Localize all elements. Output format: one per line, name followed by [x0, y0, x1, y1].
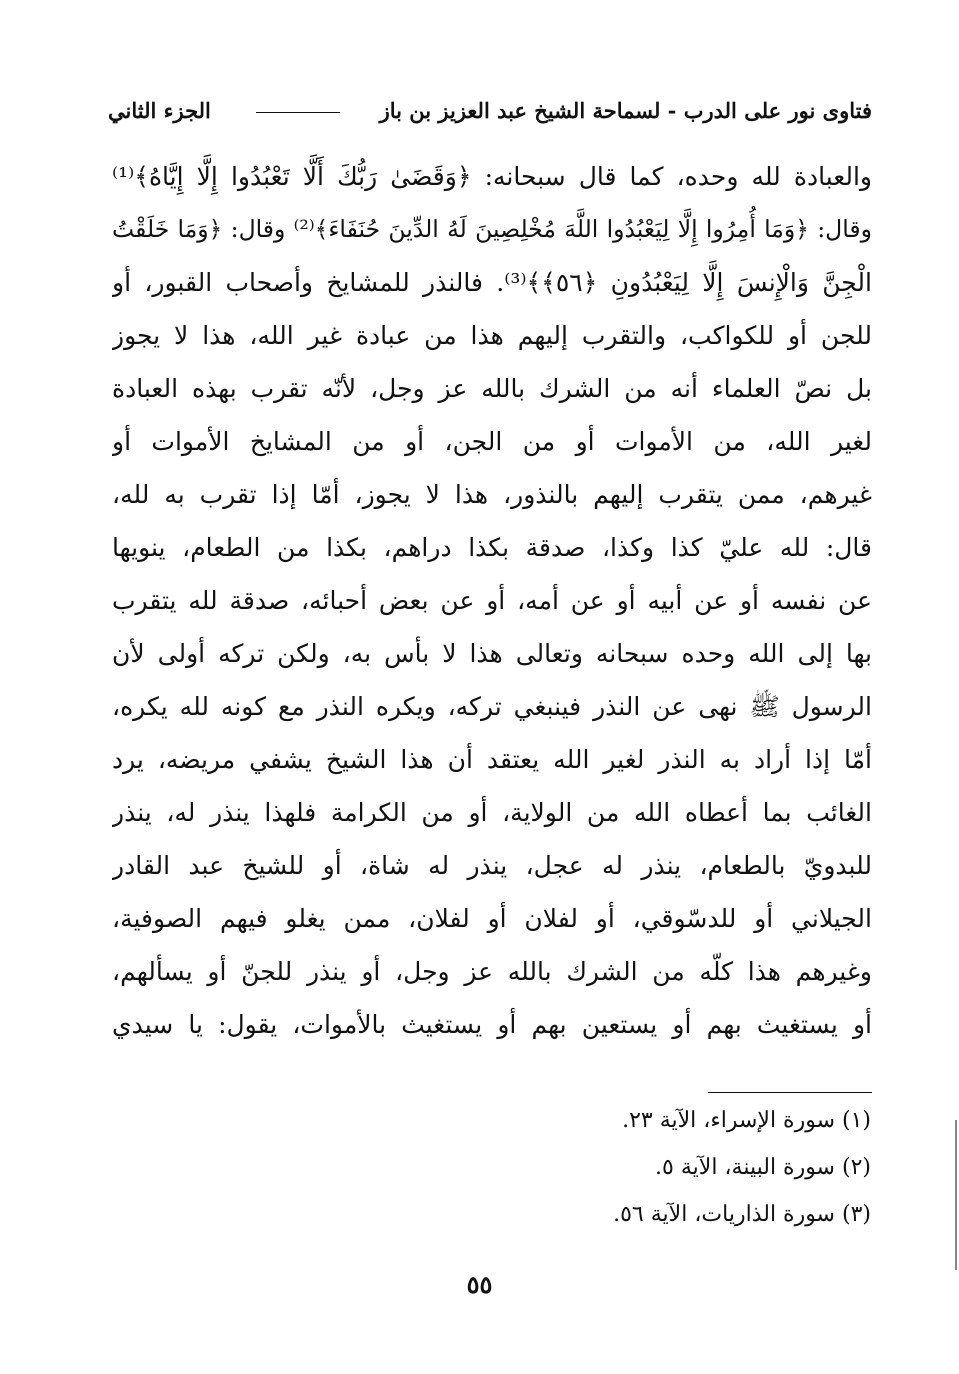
text-line: غيرهم، ممن يتقرب إليهم بالنذور، هذا لا يجوز، أمّا إذا تقرب به لله،: [112, 480, 872, 509]
text-line: عن نفسه أو عن أبيه أو عن أمه، أو عن بعض أحبائه، صدقة لله يتقرب: [112, 586, 872, 615]
text-line: للجن أو للكواكب، والتقرب إليهم هذا من عبادة غير الله، هذا لا يجوز: [112, 321, 872, 350]
text-line: الْجِنَّ وَالْإِنسَ إِلَّا لِيَعْبُدُونِ ﴿٥٦﴾﴾⁽³⁾. فالنذر للمشايخ وأصحاب القبور، أو: [112, 268, 872, 297]
text-line: والعبادة لله وحده، كما قال سبحانه: ﴿وَقَضَىٰ رَبُّكَ أَلَّا تَعْبُدُوا إِلَّا إِيَّاهُ﴾⁽¹⁾: [112, 162, 872, 191]
text-line: للبدويّ بالطعام، ينذر له عجل، ينذر له شاة، أو للشيخ عبد القادر: [112, 851, 872, 880]
text-line: بها إلى الله وحده سبحانه وتعالى هذا لا بأس به، ولكن تركه أولى لأن: [112, 639, 872, 668]
page-edge-mark: [955, 1120, 957, 1270]
volume-label: الجزء الثاني: [108, 98, 211, 123]
footnotes: [471, 1101, 871, 1242]
book-title: فتاوى نور على الدرب - لسماحة الشيخ عبد العزيز بن باز: [379, 98, 872, 123]
text-line: قال: لله عليّ كذا وكذا، صدقة بكذا دراهم، بكذا من الطعام، ينويها: [112, 533, 872, 562]
text-line: وقال: ﴿وَمَا أُمِرُوا إِلَّا لِيَعْبُدُوا اللَّهَ مُخْلِصِينَ لَهُ الدِّينَ حُنَفَاءَ﴾⁽²⁾ وقال: ﴿وَمَا خَلَقْتُ: [112, 215, 872, 243]
text-line: الرسول ﷺ نهى عن النذر فينبغي تركه، ويكره النذر مع كونه لله يكره،: [112, 692, 872, 721]
footnote-separator: [708, 1092, 872, 1093]
header-rule: [256, 112, 340, 113]
text-line: لغير الله، من الأموات أو من الجن، أو من المشايخ الأموات أو: [112, 427, 872, 456]
text-line: بل نصّ العلماء أنه من الشرك بالله عز وجل، لأنّه تقرب بهذه العبادة: [112, 374, 872, 403]
page-number: ٥٥: [466, 1270, 493, 1299]
text-line: الغائب بما أعطاه الله من الولاية، أو من الكرامة فلهذا ينذر له، ينذر: [112, 798, 872, 827]
text-line: وغيرهم هذا كلّه من الشرك بالله عز وجل، أو ينذر للجنّ أو يسألهم،: [112, 957, 872, 986]
footnote: (١) سورة الإسراء، الآية ٢٣.: [622, 1108, 871, 1133]
text-line: أمّا إذا أراد به النذر لغير الله يعتقد أن هذا الشيخ يشفي مريضه، يرد: [112, 745, 872, 774]
footnote: (٣) سورة الذاريات، الآية ٥٦.: [613, 1202, 871, 1227]
footnote: (٢) سورة البينة، الآية ٥.: [655, 1155, 871, 1180]
body-text: [112, 150, 872, 1051]
text-line: الجيلاني أو للدسّوقي، أو لفلان أو لفلان، ممن يغلو فيهم الصوفية،: [112, 904, 872, 933]
text-line: أو يستغيث بهم أو يستعين بهم أو يستغيث بالأموات، يقول: يا سيدي: [112, 1010, 872, 1039]
running-header: [108, 96, 872, 130]
